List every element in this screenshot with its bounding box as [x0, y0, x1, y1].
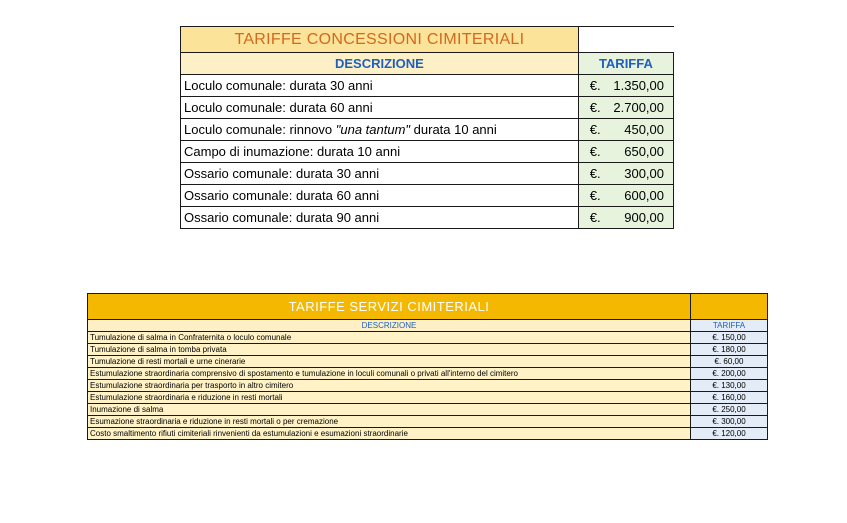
currency-symbol: €. [589, 166, 601, 181]
row-price: €. 160,00 [691, 392, 768, 404]
row-description: Tumulazione di resti mortali e urne cinerarie [88, 356, 691, 368]
price-amount: 300,00 [624, 166, 664, 181]
currency-symbol: €. [589, 78, 601, 93]
row-description: Loculo comunale: durata 60 anni [181, 97, 579, 119]
currency-symbol: €. [589, 144, 601, 159]
row-description: Estumulazione straordinaria e riduzione in resti mortali [88, 392, 691, 404]
row-description: Costo smaltimento rifiuti cimiteriali rinvenienti da estumulazioni e esumazioni straordinarie [88, 428, 691, 440]
table-title: TARIFFE CONCESSIONI CIMITERIALI [181, 27, 579, 53]
row-description: Inumazione di salma [88, 404, 691, 416]
row-description: Tumulazione di salma in tomba privata [88, 344, 691, 356]
table-row [181, 141, 674, 163]
table-title-row [181, 27, 674, 53]
table-row [181, 119, 674, 141]
row-price: €. 200,00 [691, 368, 768, 380]
desc-prefix: Loculo comunale: rinnovo [184, 122, 336, 137]
row-price [578, 97, 673, 119]
header-descrizione: DESCRIZIONE [181, 53, 579, 75]
row-price [578, 207, 673, 229]
currency-symbol: €. [589, 210, 601, 225]
header-descrizione: DESCRIZIONE [88, 320, 691, 332]
row-description: Esumazione straordinaria e riduzione in resti mortali o per cremazione [88, 416, 691, 428]
table-header-row [181, 53, 674, 75]
table-row [88, 356, 768, 368]
row-price [578, 119, 673, 141]
price-amount: 2.700,00 [613, 100, 664, 115]
currency-symbol: €. [589, 122, 601, 137]
row-price [578, 163, 673, 185]
table-row [88, 428, 768, 440]
price-amount: 600,00 [624, 188, 664, 203]
currency-symbol: €. [589, 100, 601, 115]
table-row [88, 344, 768, 356]
table-title: TARIFFE SERVIZI CIMITERIALI [88, 294, 691, 320]
header-tariffa: TARIFFA [578, 53, 673, 75]
table-row [181, 163, 674, 185]
price-amount: 900,00 [624, 210, 664, 225]
price-amount: 1.350,00 [613, 78, 664, 93]
row-price [578, 75, 673, 97]
row-description: Ossario comunale: durata 30 anni [181, 163, 579, 185]
row-price: €. 250,00 [691, 404, 768, 416]
row-description: Ossario comunale: durata 90 anni [181, 207, 579, 229]
row-description: Ossario comunale: durata 60 anni [181, 185, 579, 207]
row-price: €. 180,00 [691, 344, 768, 356]
table-row [88, 332, 768, 344]
currency-symbol: €. [589, 188, 601, 203]
table-row [88, 404, 768, 416]
table-row [88, 392, 768, 404]
table-row [181, 75, 674, 97]
row-price: €. 150,00 [691, 332, 768, 344]
row-description: Estumulazione straordinaria comprensivo di spostamento e tumulazione in loculi comunali o privati all'interno del cimitero [88, 368, 691, 380]
desc-suffix: durata 10 anni [410, 122, 497, 137]
table-row [88, 368, 768, 380]
header-tariffa: TARIFFA [691, 320, 768, 332]
price-amount: 450,00 [624, 122, 664, 137]
row-description: Loculo comunale: durata 30 anni [181, 75, 579, 97]
row-price: €. 120,00 [691, 428, 768, 440]
price-amount: 650,00 [624, 144, 664, 159]
row-price: €. 130,00 [691, 380, 768, 392]
table-header-row [88, 320, 768, 332]
table-row [88, 380, 768, 392]
table-row [88, 416, 768, 428]
table-row [181, 185, 674, 207]
concessioni-table [180, 26, 674, 229]
title-empty-cell [578, 27, 673, 53]
row-price [578, 185, 673, 207]
table-row [181, 97, 674, 119]
servizi-table [87, 293, 768, 440]
row-description [181, 119, 579, 141]
row-price [578, 141, 673, 163]
table-title-row [88, 294, 768, 320]
title-empty-cell [691, 294, 768, 320]
desc-emphasis: "una tantum" [335, 122, 411, 137]
row-description: Tumulazione di salma in Confraternita o loculo comunale [88, 332, 691, 344]
row-price: €. 300,00 [691, 416, 768, 428]
row-description: Campo di inumazione: durata 10 anni [181, 141, 579, 163]
row-price: €. 60,00 [691, 356, 768, 368]
table-row [181, 207, 674, 229]
row-description: Estumulazione straordinaria per trasporto in altro cimitero [88, 380, 691, 392]
